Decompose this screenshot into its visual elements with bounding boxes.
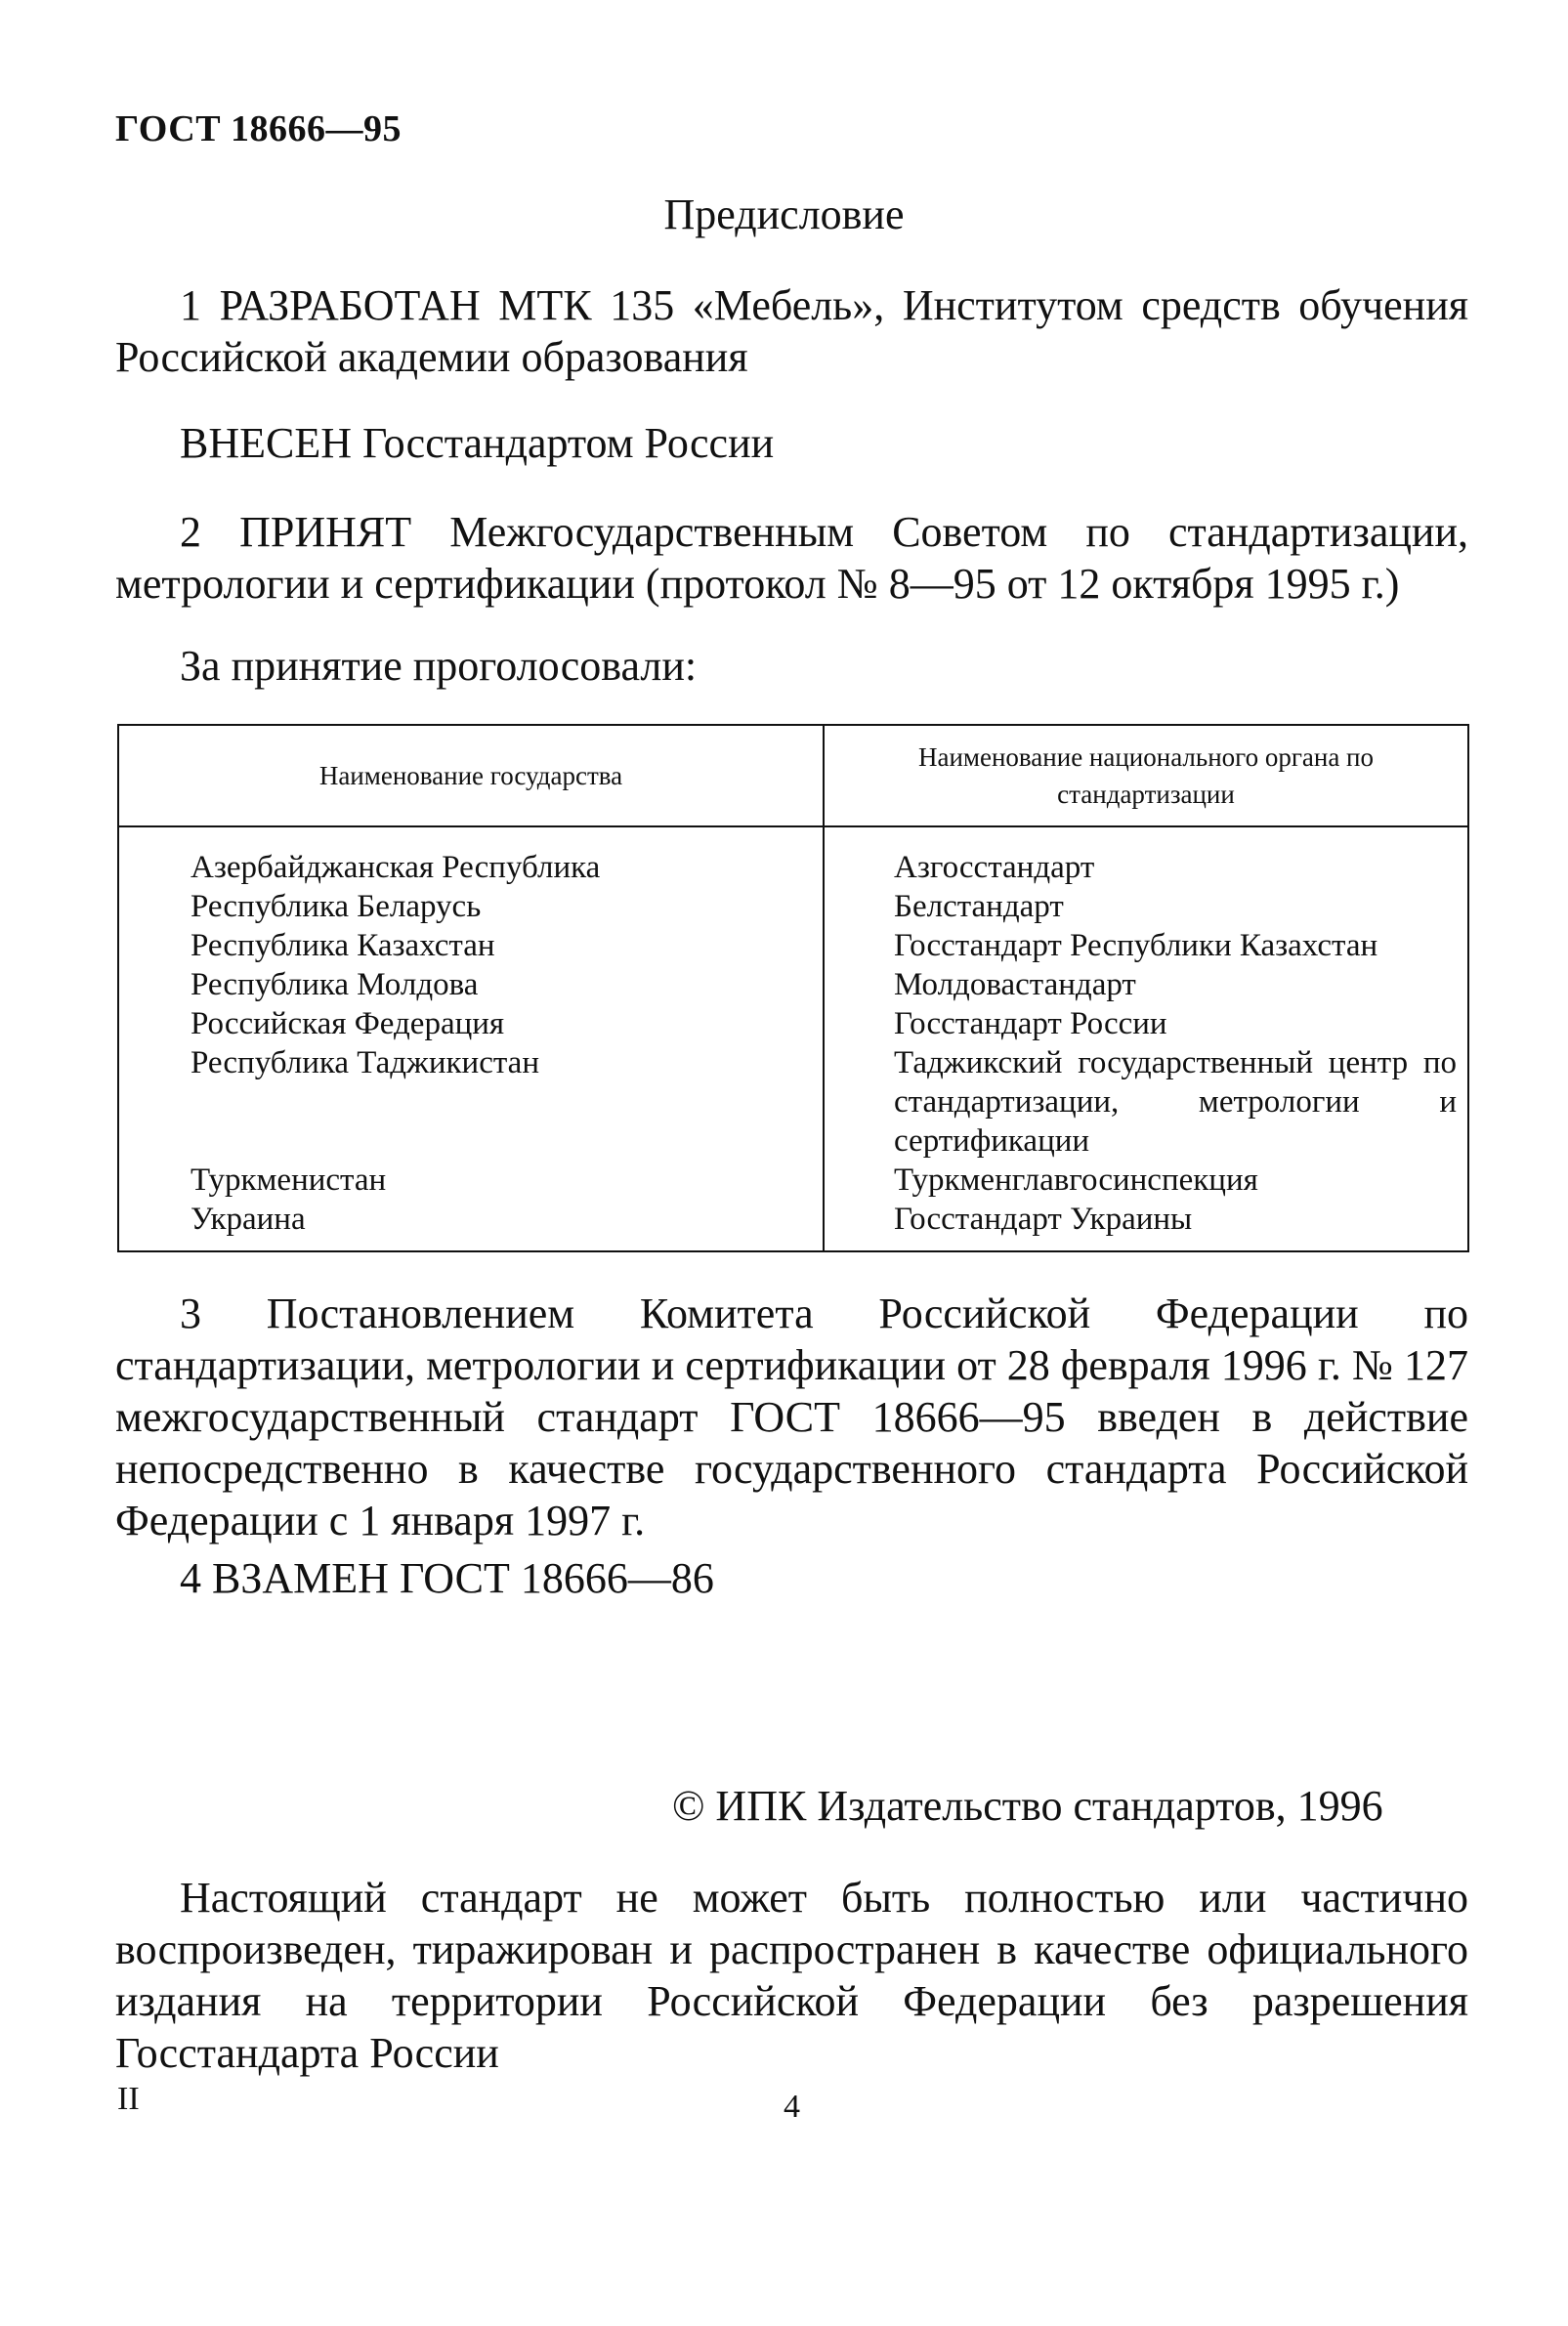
state-name: Республика Таджикистан (191, 1045, 539, 1080)
section-1-developed: 1 РАЗРАБОТАН МТК 135 «Мебель», Институтом средств обучения Российской академии образования (115, 281, 1468, 381)
page-title: Предисловие (663, 190, 905, 238)
reproduction-notice: Настоящий стандарт не может быть полностью или частично воспроизведен, тиражирован и распространен в качестве официального издания на территории Российской Федерации без разрешения Госстандарта России (115, 1874, 1468, 2077)
state-name: Украина (191, 1202, 306, 1237)
body-name: Азгосстандарт (894, 850, 1095, 885)
body-name: Госстандарт Украины (894, 1202, 1193, 1237)
body-name: Таджикский государственный центр по стандартизации, метрологии и (894, 1045, 1457, 1120)
introduced-by: ВНЕСЕН Госстандартом России (180, 419, 775, 467)
body-name: Госстандарт Республики Казахстан (894, 928, 1378, 963)
state-name: Российская Федерация (191, 1006, 505, 1041)
body-name: Госстандарт России (894, 1006, 1167, 1041)
document-code: ГОСТ 18666—95 (115, 108, 403, 149)
body-name-continued: сертификации (894, 1123, 1090, 1159)
state-name: Республика Казахстан (191, 928, 495, 963)
body-name: Молдовастандарт (894, 967, 1136, 1002)
copyright: © ИПК Издательство стандартов, 1996 (672, 1782, 1383, 1830)
section-3-resolution: 3 Постановлением Комитета Российской Федерации по стандартизации, метрологии и сертификации от 28 февраля 1996 г. № 127 межгосударственный стандарт ГОСТ 18666—95 введен в действие непосредственно в качестве государственного стандарта Российской Федерации с 1 января 1997 г. (115, 1290, 1468, 1544)
bodies-column (824, 826, 1468, 1251)
page-number: 4 (784, 2089, 800, 2125)
state-name: Республика Молдова (191, 967, 479, 1002)
body-name: Туркменглавгосинспекция (894, 1163, 1258, 1198)
voting-table (117, 724, 1469, 1252)
roman-page-number: II (117, 2081, 140, 2117)
section-4-replaces: 4 ВЗАМЕН ГОСТ 18666—86 (180, 1554, 714, 1602)
table-header-body: Наименование национального органа по стандартизации (824, 725, 1468, 826)
voted-label: За принятие проголосовали: (180, 642, 698, 690)
row-spacer (191, 1082, 822, 1161)
section-2-adopted: 2 ПРИНЯТ Межгосударственным Советом по стандартизации, метрологии и сертификации (протокол № 8—95 от 12 октября 1995 г.) (115, 508, 1468, 608)
table-header-state: Наименование государства (118, 725, 824, 826)
body-name: Белстандарт (894, 889, 1064, 924)
state-name: Туркменистан (191, 1163, 387, 1198)
state-name: Азербайджанская Республика (191, 850, 601, 885)
state-name: Республика Беларусь (191, 889, 482, 924)
states-column (118, 826, 824, 1251)
